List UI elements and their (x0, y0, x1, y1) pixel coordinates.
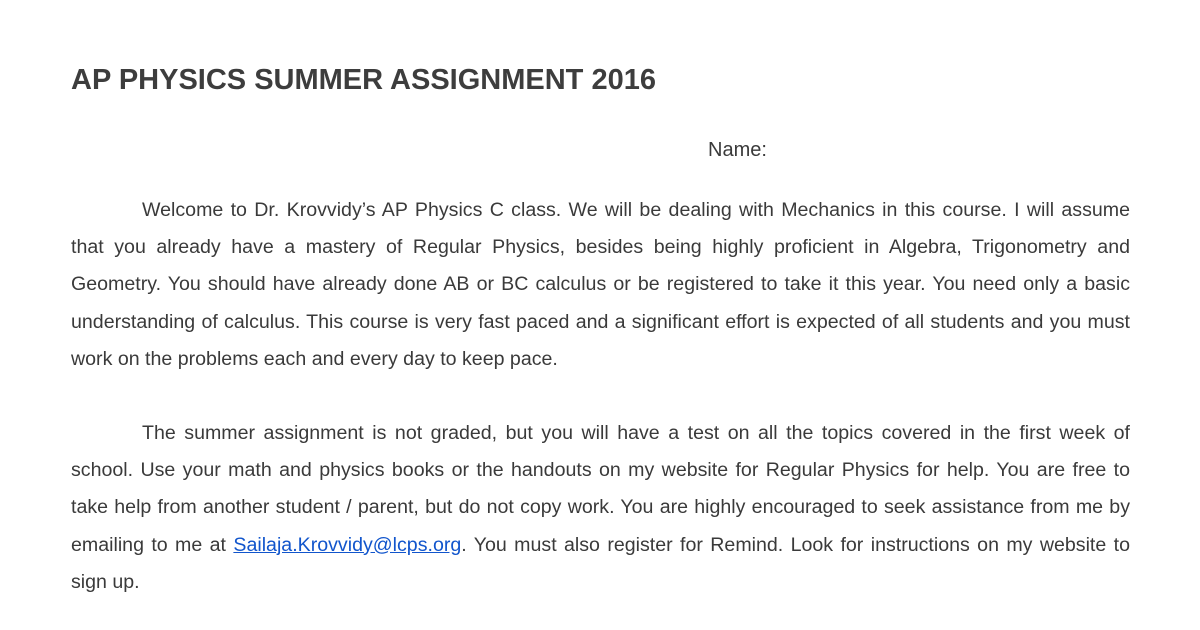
email-link[interactable]: Sailaja.Krovvidy@lcps.org (233, 533, 462, 556)
assignment-text-before-email: The summer assignment is not graded, but you will have a test on all the topics covered in the first week of school. Use your math and physics books or the handouts on my website for Regular Physics for help. You are free to take help from another student / parent, but do not copy work. You are highly encouraged to seek assistance from me by emailing to me at (71, 422, 1130, 556)
assignment-text-after-email: . You must also register for Remind. Look for instructions on my website to sign up. (71, 533, 1130, 593)
document-title: AP PHYSICS SUMMER ASSIGNMENT 2016 (71, 64, 656, 96)
welcome-paragraph: Welcome to Dr. Krovvidy’s AP Physics C class. We will be dealing with Mechanics in this course. I will assume that you already have a mastery of Regular Physics, besides being highly proficient in Algebra, Trigonometry and Geometry. You should have already done AB or BC calculus or be registered to take it this year. You need only a basic understanding of calculus. This course is very fast paced and a significant effort is expected of all students and you must work on the problems each and every day to keep pace. (71, 199, 1130, 370)
name-label: Name: (708, 139, 767, 161)
assignment-paragraph (71, 415, 1130, 601)
